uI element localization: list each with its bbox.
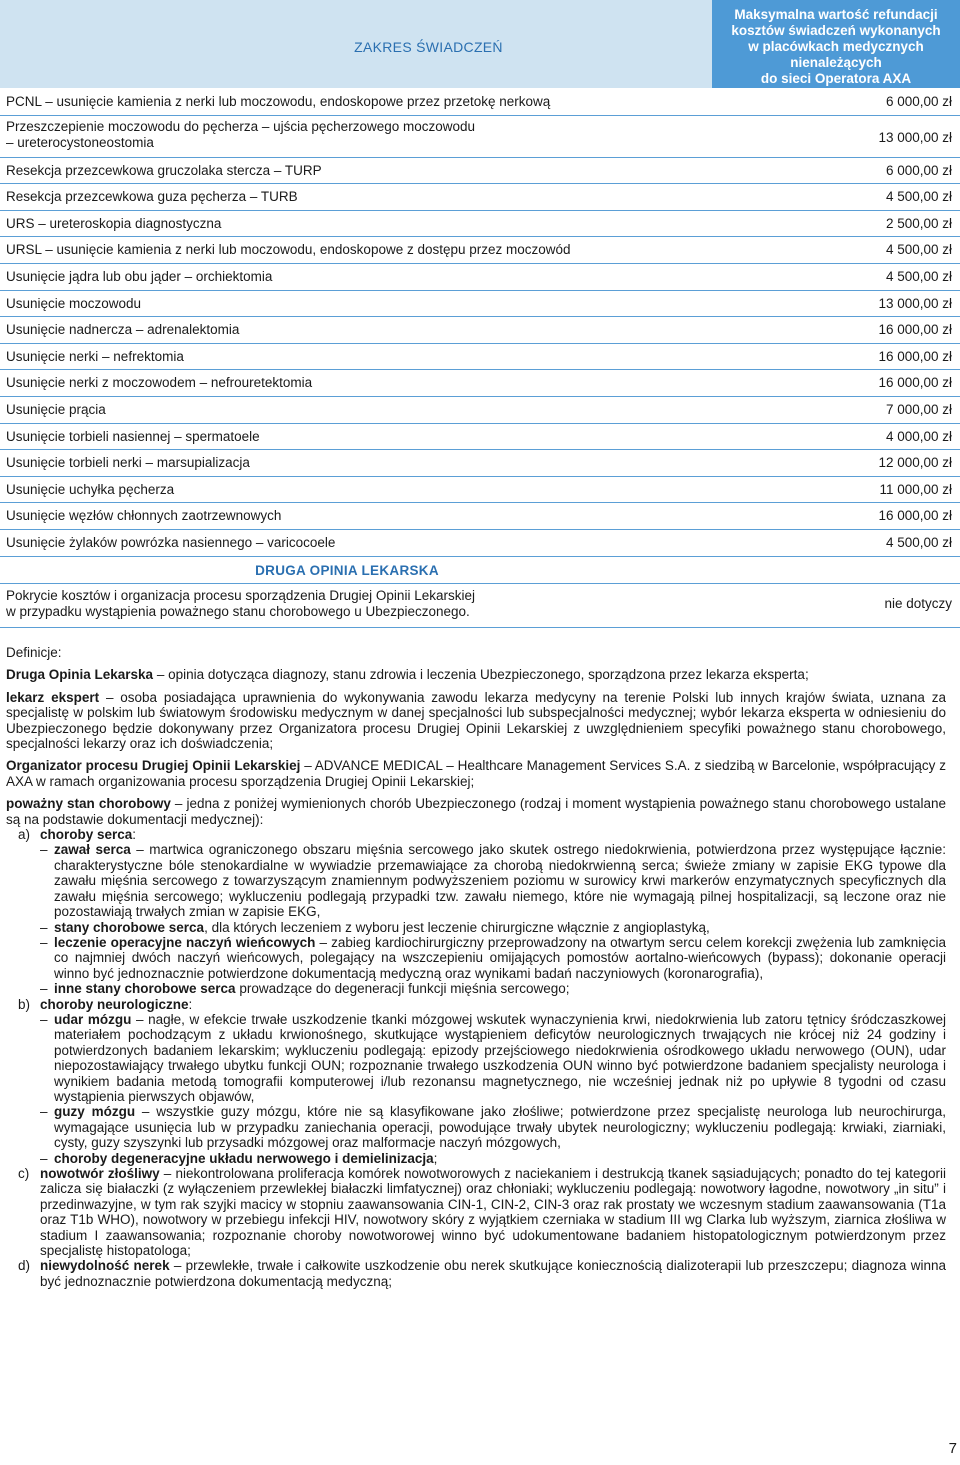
list-term: zawał serca xyxy=(54,842,131,858)
list-label: a) xyxy=(18,827,31,843)
list-item xyxy=(6,1012,946,1104)
refund-amount: nie dotyczy xyxy=(884,595,952,611)
list-term: guzy mózgu xyxy=(54,1104,136,1120)
table-row xyxy=(0,89,960,116)
list-text: – zabieg kardiochirurgiczny przeprowadzony na otwartym sercu celem korekcji zwężenia lub zamknięcia co najmniej dwóch naczyń wieńcowych, polegający na wszczepieniu omijających pomostów aortalno-wieńcowych (bypass); dokonanie operacji winno być jednoznacznie potwierdzone dokumentacją medyczną oraz wynikami badań naczyniowych (koronarografia), xyxy=(54,934,947,981)
definition-term: lekarz ekspert xyxy=(6,689,100,705)
table-row xyxy=(0,237,960,264)
list-text: – martwica ograniczonego obszaru mięśnia sercowego jako skutek ostrego niedokrwienia, potwierdzona przez występujące łącznie: charakterystyczne bóle stenokardialne w wywiadzie przemawiające za chorobą niedokrwienną serca; świeże zmiany w zapisie EKG typowe dla zawału mięśnia sercowego z towarzyszącym znamiennym podwyższeniem poziomu w surowicy krwi markerów enzymatycznych specyficznych dla zawału mięśnia sercowego; wykluczeniu podlegają przypadki tzw. zawału niemego, które nie wymagają pilnej hospitalizacji, są leczone oraz nie pozostawiają trwałych zmian w zapisie EKG, xyxy=(54,842,946,920)
definition-serious-condition xyxy=(6,796,946,827)
benefits-table xyxy=(0,89,960,628)
refund-amount: 7 000,00 zł xyxy=(885,401,952,417)
refund-amount: 2 500,00 zł xyxy=(885,215,952,231)
definition-text: – opinia dotycząca diagnozy, stanu zdrowia i leczenia Ubezpieczonego, sporządzona przez lekarza eksperta; xyxy=(153,667,809,683)
procedure-name: Usunięcie torbieli nasiennej – spermatoele xyxy=(6,428,260,444)
refund-amount: 4 500,00 zł xyxy=(885,242,952,258)
list-text: – nagłe, w efekcie trwałe uszkodzenie tkanki mózgowej wskutek wynaczynienia krwi, niedokrwienia lub zatoru tętnicy śródczaszkowej materiałem pochodzącym z układu krwionośnego, skutkujące wystąpieniem deficytów neurologicznych trwających nie krócej niż 24 godziny i potwierdzonych badaniem lekarskim; wykluczeniu podlegają: epizody przejściowego niedokrwienia ośrodkowego układu nerwowego (OUN), udar niepozostawiający trwałego ubytku funkcji OUN; rozpoznanie trwałego uszkodzenia OUN winno być potwierdzone badaniem specjalisty neurologa i wynikiem badania metodą tomografii komputerowej i/lub rezonansu magnetycznego, nie wcześniej jednak niż po upływie 8 tygodni od czasu wystąpienia pierwszych objawów, xyxy=(54,1011,946,1104)
procedure-name: Usunięcie prącia xyxy=(6,401,106,417)
list-text: – wszystkie guzy mózgu, które nie są klasyfikowane jako złośliwe; potwierdzone przez specjalistę neurologa lub neurochirurga, wymagające usunięcia lub w przypadku zaniechania operacji, powodujące trwały ubytek neurologiczny; wykluczeniu podlegają: krwiaki, ziarniaki, cysty, guzy szyszynki lub przysadki mózgowej oraz malformacje naczyń mózgowych, xyxy=(54,1104,946,1151)
refund-amount: 4 500,00 zł xyxy=(885,268,952,284)
list-text: – niekontrolowana proliferacja komórek nowotworowych z naciekaniem i destrukcją tkanek sąsiadujących; ponadto do tej kategorii zalicza się białaczki (z wyłączeniem przewlekłej białaczki limfatycznej) oraz chłoniaki; wykluczeniu podlegają: nowotwory łagodne, nowotwory „in situ” i przedinwazyjne, w tym rak szyjki macicy w stopniu zaawansowania CIN-1, CIN-2, CIN-3 oraz rak prostaty we wczesnym stadium zaawansowania (T1a oraz T1b WHO), nowotwory w przebiegu infekcji HIV, nowotwory skóry z wyjątkiem czerniaka w stadium III wg Clarka lub wyższym, ziarnica złośliwa w stadium I zaawansowania; rozpoznanie choroby nowotworowej winno być udokumentowane badaniem histopatologicznym potwierdzonym przez specjalistę histopatologa; xyxy=(40,1166,946,1259)
list-term: choroby degeneracyjne układu nerwowego i demielinizacja xyxy=(54,1150,434,1166)
definitions-heading: Definicje: xyxy=(6,645,62,660)
refund-amount: 16 000,00 zł xyxy=(878,322,952,338)
list-term: nowotwór złośliwy xyxy=(40,1166,160,1181)
list-colon: : xyxy=(132,827,137,843)
dash-marker: – xyxy=(40,842,48,858)
list-item-kidney-failure xyxy=(6,1258,946,1289)
procedure-name xyxy=(6,588,696,620)
table-row xyxy=(0,317,960,344)
definition-expert-doctor xyxy=(6,690,946,752)
table-row xyxy=(0,584,960,628)
procedure-name xyxy=(6,119,696,151)
header-refund-line: nienależących xyxy=(790,55,882,70)
procedure-name: Resekcja przezcewkowa guza pęcherza – TURB xyxy=(6,189,298,205)
procedure-name: Usunięcie jądra lub obu jąder – orchiektomia xyxy=(6,268,273,284)
refund-amount: 4 000,00 zł xyxy=(885,428,952,444)
header-refund-line: do sieci Operatora AXA xyxy=(760,71,912,86)
dash-marker: – xyxy=(40,934,48,950)
list-label: b) xyxy=(18,996,31,1012)
list-item xyxy=(6,981,946,996)
procedure-name-line: Przeszczepienie moczowodu do pęcherza – ujścia pęcherzowego moczowodu xyxy=(6,118,476,134)
refund-amount: 13 000,00 zł xyxy=(878,129,952,145)
procedure-name: Usunięcie torbieli nerki – marsupializacja xyxy=(6,455,250,471)
list-item xyxy=(6,920,946,935)
list-label: c) xyxy=(18,1166,30,1181)
table-row xyxy=(0,477,960,504)
definition-term: Organizator procesu Drugiej Opinii Lekarskiej xyxy=(6,758,301,774)
dash-marker: – xyxy=(40,1104,48,1120)
list-item xyxy=(6,842,946,919)
procedure-name: Usunięcie nerki z moczowodem – nefrouretektomia xyxy=(6,375,313,391)
list-item-heart-diseases xyxy=(6,827,946,842)
list-colon: : xyxy=(188,996,193,1012)
table-row xyxy=(0,450,960,477)
list-text: prowadzące do degeneracji funkcji mięśnia sercowego; xyxy=(235,981,570,997)
definition-text: – ADVANCE MEDICAL – Healthcare Management Services S.A. z siedzibą w Barcelonie, współpracujący z AXA w ramach organizowania procesu sporządzenia Drugiej Opinii Lekarskiej; xyxy=(6,758,946,789)
definition-term: poważny stan chorobowy xyxy=(6,796,171,812)
list-term: inne stany chorobowe serca xyxy=(54,981,236,997)
refund-amount: 13 000,00 zł xyxy=(878,295,952,311)
table-row xyxy=(0,424,960,451)
refund-amount: 4 500,00 zł xyxy=(885,189,952,205)
second-opinion-title: DRUGA OPINIA LEKARSKA xyxy=(255,562,439,578)
procedure-name: Usunięcie moczowodu xyxy=(6,295,142,311)
list-item xyxy=(6,1151,946,1166)
refund-amount: 11 000,00 zł xyxy=(879,481,952,497)
table-header xyxy=(0,0,960,88)
list-term: choroby serca xyxy=(40,827,133,843)
list-item xyxy=(6,935,946,981)
definition-term: Druga Opinia Lekarska xyxy=(6,667,154,683)
table-row xyxy=(0,344,960,371)
list-term: udar mózgu xyxy=(54,1011,132,1027)
procedure-name: URS – ureteroskopia diagnostyczna xyxy=(6,215,222,231)
refund-amount: 12 000,00 zł xyxy=(878,455,952,471)
header-refund-line: kosztów świadczeń wykonanych xyxy=(731,23,941,38)
procedure-name: Usunięcie żylaków powrózka nasiennego – varicocoele xyxy=(6,534,336,550)
procedure-name: Usunięcie nadnercza – adrenalektomia xyxy=(6,322,240,338)
list-term: stany chorobowe serca xyxy=(54,919,205,935)
refund-amount: 16 000,00 zł xyxy=(878,348,952,364)
list-text: ; xyxy=(433,1150,438,1166)
definition-text: – jedna z poniżej wymienionych chorób Ubezpieczonego (rodzaj i moment wystąpienia poważnego stanu chorobowego ustalane są na podstawie dokumentacji medycznej): xyxy=(6,796,946,827)
table-row xyxy=(0,211,960,238)
table-row xyxy=(0,291,960,318)
procedure-name-line: – ureterocystoneostomia xyxy=(6,134,154,150)
page-number: 7 xyxy=(948,1440,957,1457)
table-row xyxy=(0,116,960,158)
dash-marker: – xyxy=(40,1011,48,1027)
list-text: , dla których leczeniem z wyboru jest leczenie chirurgiczne włącznie z angioplastyką, xyxy=(204,919,710,935)
header-refund-line: Maksymalna wartość refundacji xyxy=(734,7,938,22)
dash-marker: – xyxy=(40,1150,48,1166)
list-term: leczenie operacyjne naczyń wieńcowych xyxy=(54,934,316,950)
table-row xyxy=(0,530,960,557)
header-refund-line: w placówkach medycznych xyxy=(748,39,924,54)
procedure-name: URSL – usunięcie kamienia z nerki lub moczowodu, endoskopowe z dostępu przez moczowód xyxy=(6,242,571,258)
table-row xyxy=(0,158,960,185)
definition-second-opinion xyxy=(6,667,946,682)
header-refund-cell xyxy=(712,0,960,88)
procedure-name: Usunięcie uchyłka pęcherza xyxy=(6,481,175,497)
table-row xyxy=(0,370,960,397)
procedure-name: Usunięcie węzłów chłonnych zaotrzewnowych xyxy=(6,508,282,524)
list-term: niewydolność nerek xyxy=(40,1258,170,1274)
table-row xyxy=(0,503,960,530)
refund-amount: 16 000,00 zł xyxy=(878,508,952,524)
table-row xyxy=(0,397,960,424)
refund-amount: 4 500,00 zł xyxy=(885,534,952,550)
procedure-name: Resekcja przezcewkowa gruczolaka stercza – TURP xyxy=(6,162,322,178)
dash-marker: – xyxy=(40,981,48,997)
table-row xyxy=(0,184,960,211)
definition-text: – osoba posiadająca uprawnienia do wykonywania zawodu lekarza medycyny na terenie Polski lub innych krajów świata, uznana za specjalistę w polskim lub światowym środowisku medycznym w danej specjalności lub subspecjalności medycznej; wybór lekarza eksperta w odniesieniu do Ubezpieczonego będzie dokonywany przez Organizatora procesu Drugiej Opinii Lekarskiej z uwzględnieniem specyfiki poważnego stanu chorobowego, specjalności lekarzy oraz ich doświadczenia; xyxy=(6,689,946,752)
refund-amount: 6 000,00 zł xyxy=(885,162,952,178)
header-scope-cell xyxy=(0,0,712,88)
list-item xyxy=(6,1104,946,1150)
procedure-name-line: w przypadku wystąpienia poważnego stanu chorobowego u Ubezpieczonego. xyxy=(6,603,470,619)
table-row xyxy=(0,264,960,291)
dash-marker: – xyxy=(40,919,48,935)
list-text: – przewlekłe, trwałe i całkowite uszkodzenie obu nerek skutkujące koniecznością dializoterapii lub przeszczepu; diagnoza winna być jednoznacznie potwierdzona dokumentacją medyczną; xyxy=(40,1258,946,1289)
refund-amount: 16 000,00 zł xyxy=(878,375,952,391)
second-opinion-section-header xyxy=(0,557,960,584)
definitions-section xyxy=(6,645,946,1289)
list-item-neurological-diseases xyxy=(6,997,946,1012)
procedure-name: PCNL – usunięcie kamienia z nerki lub moczowodu, endoskopowe przez przetokę nerkową xyxy=(6,94,551,109)
list-label: d) xyxy=(18,1258,31,1274)
definition-organizer xyxy=(6,758,946,789)
refund-amount: 6 000,00 zł xyxy=(885,94,952,109)
procedure-name-line: Pokrycie kosztów i organizacja procesu sporządzenia Drugiej Opinii Lekarskiej xyxy=(6,587,475,603)
list-term: choroby neurologiczne xyxy=(40,996,189,1012)
procedure-name: Usunięcie nerki – nefrektomia xyxy=(6,348,184,364)
list-item-cancer xyxy=(6,1166,946,1258)
header-scope-title: ZAKRES ŚWIADCZEŃ xyxy=(354,38,503,55)
